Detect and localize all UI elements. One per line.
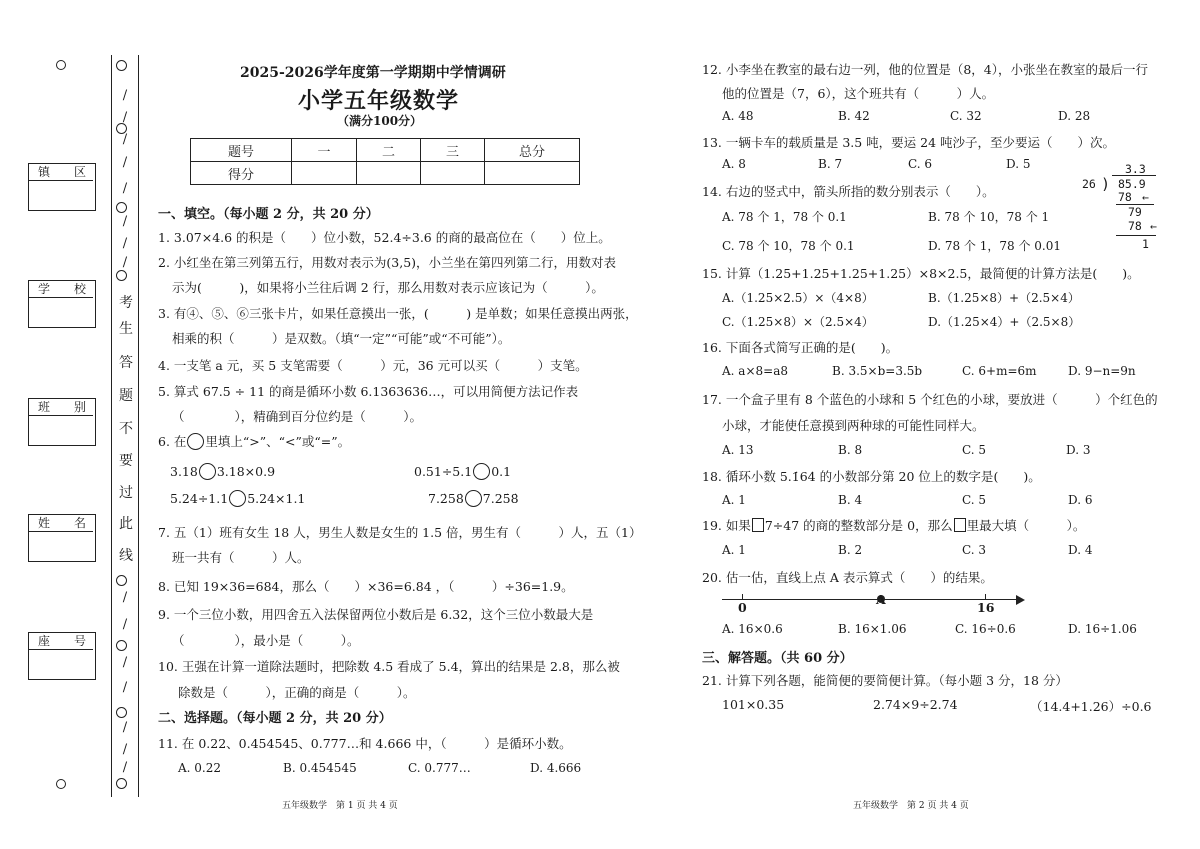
score-table xyxy=(190,138,580,185)
option[interactable]: D. 6 xyxy=(1068,493,1093,507)
option[interactable]: C. 32 xyxy=(950,109,982,123)
binding-slash: / xyxy=(122,181,128,196)
binding-slash: / xyxy=(122,720,128,735)
question-8: 8. 已知 19×36=684，那么（ ）×36=6.84 ，（ ）÷36=1.9。 xyxy=(158,579,574,594)
option[interactable]: B. 4 xyxy=(838,493,863,507)
answer-circle[interactable] xyxy=(229,490,246,507)
field-label: 学 校 xyxy=(29,281,93,298)
score-cell[interactable] xyxy=(292,162,357,185)
question-12-line2: 他的位置是（7，6），这个班共有（ ）人。 xyxy=(722,86,995,101)
binding-circle xyxy=(116,202,127,213)
question-9-line1: 9. 一个三位小数，用四舍五入法保留两位小数后是 6.32，这个三位小数最大是 xyxy=(158,607,594,622)
question-7-line2: 班一共有（ ）人。 xyxy=(172,550,310,565)
question-10-line1: 10. 王强在计算一道除法题时，把除数 4.5 看成了 5.4，算出的结果是 2.8，那么被 xyxy=(158,659,620,674)
question-5-line1: 5. 算式 67.5 ÷ 11 的商是循环小数 6.1363636…，可以用简便方法记作表 xyxy=(158,384,579,399)
binding-notice-char: 答 xyxy=(119,355,133,371)
page-footer: 五年级数学 第 1 页 共 4 页 xyxy=(282,801,398,811)
binding-slash: / xyxy=(122,110,128,125)
binding-slash: / xyxy=(122,88,128,103)
option[interactable]: C. 6 xyxy=(908,157,933,171)
binding-circle xyxy=(116,60,127,71)
page-footer: 五年级数学 第 2 页 共 4 页 xyxy=(853,801,969,811)
option[interactable]: D. 4.666 xyxy=(530,761,582,775)
option[interactable]: C. 3 xyxy=(962,543,987,557)
question-15: 15. 计算（1.25+1.25+1.25+1.25）×8×2.5，最简便的计算方法是( )。 xyxy=(702,266,1140,281)
number-line-arrow-icon xyxy=(1016,595,1025,605)
binding-slash: / xyxy=(122,132,128,147)
score-header: 三 xyxy=(421,139,485,162)
answer-circle[interactable] xyxy=(187,433,204,450)
option[interactable]: C. 16÷0.6 xyxy=(955,622,1016,636)
question-11: 11. 在 0.22、0.454545、0.777…和 4.666 中，（ ）是循环小数。 xyxy=(158,736,572,751)
binding-slash: / xyxy=(122,255,128,270)
score-cell[interactable] xyxy=(485,162,580,185)
question-18: 18. 循环小数 5.1̇64̇ 的小数部分第 20 位上的数字是( )。 xyxy=(702,469,1041,484)
option[interactable]: B. 78 个 10，78 个 1 xyxy=(928,210,1050,224)
field-label: 班 别 xyxy=(29,399,93,416)
field-town-district[interactable] xyxy=(28,163,96,211)
binding-circle xyxy=(116,707,127,718)
question-6 xyxy=(158,432,350,450)
answer-circle[interactable] xyxy=(199,463,216,480)
option[interactable]: C.（1.25×8）×（2.5×4） xyxy=(722,315,874,329)
question-17-line2: 小球，才能使任意摸到两种球的可能性同样大。 xyxy=(722,418,985,433)
ld-divisor: 26 xyxy=(1082,177,1096,191)
ld-step1: 78 xyxy=(1118,190,1132,204)
option[interactable]: C. 0.777… xyxy=(408,761,471,775)
section-1-heading: 一、填空。（每小题 2 分，共 20 分） xyxy=(158,207,379,222)
option[interactable]: A. a×8=a8 xyxy=(722,364,788,378)
binding-circle xyxy=(116,778,127,789)
score-header: 一 xyxy=(292,139,357,162)
answer-circle[interactable] xyxy=(465,490,482,507)
ld-quotient: 3.3 xyxy=(1125,162,1146,176)
field-seat-number[interactable] xyxy=(28,632,96,680)
binding-notice-char: 考 xyxy=(119,295,133,311)
option[interactable]: A. 13 xyxy=(722,443,754,457)
compare-item: 3.18 3.18×0.9 xyxy=(170,464,276,479)
field-class[interactable] xyxy=(28,398,96,446)
question-9-line2: （ ），最小是（ ）。 xyxy=(172,633,360,648)
option[interactable]: A. 1 xyxy=(722,493,746,507)
calc-item: （14.4+1.26）÷0.6 xyxy=(1030,699,1152,714)
calc-item: 101×0.35 xyxy=(722,697,785,712)
binding-hole xyxy=(56,60,66,70)
field-school[interactable] xyxy=(28,280,96,328)
binding-notice-char: 题 xyxy=(119,388,133,404)
binding-slash: / xyxy=(122,760,128,775)
question-13: 13. 一辆卡车的载质量是 3.5 吨，要运 24 吨沙子，至少要运（ ）次。 xyxy=(702,135,1116,150)
field-name[interactable] xyxy=(28,514,96,562)
binding-hole xyxy=(56,779,66,789)
binding-slash: / xyxy=(122,236,128,251)
compare-item: 0.51÷5.1 0.1 xyxy=(414,464,512,479)
question-6-suffix: 里填上“>”、“<”或“=”。 xyxy=(205,434,351,449)
question-2-line2: 示为( )，如果将小兰往后调 2 行，那么用数对表示应该记为（ ）。 xyxy=(172,280,604,295)
option[interactable]: D. 5 xyxy=(1006,157,1031,171)
question-12-line1: 12. 小李坐在教室的最右边一列，他的位置是（8，4），小张坐在教室的最后一行 xyxy=(702,62,1149,77)
question-10-line2: 除数是（ ），正确的商是（ ）。 xyxy=(178,685,416,700)
binding-slash: / xyxy=(122,214,128,229)
question-3-line1: 3. 有④、⑤、⑥三张卡片，如果任意摸出一张，( ) 是单数；如果任意摸出两张， xyxy=(158,306,638,321)
question-16: 16. 下面各式简写正确的是( )。 xyxy=(702,340,899,355)
question-17-line1: 17. 一个盒子里有 8 个蓝色的小球和 5 个红色的小球，要放进（ ）个红色的 xyxy=(702,392,1158,407)
option[interactable]: A. 8 xyxy=(722,157,746,171)
binding-slash: / xyxy=(122,617,128,632)
option[interactable]: B. 8 xyxy=(838,443,863,457)
question-21: 21. 计算下列各题，能简便的要简便计算。（每小题 3 分，18 分） xyxy=(702,673,1068,688)
number-line-axis xyxy=(722,599,1018,600)
binding-notice-char: 线 xyxy=(119,548,133,564)
ld-arrow-icon: ← xyxy=(1150,219,1157,233)
number-line-label: A xyxy=(876,592,886,607)
option[interactable]: D. 78 个 1，78 个 0.01 xyxy=(928,239,1061,253)
option[interactable]: B.（1.25×8）+（2.5×4） xyxy=(928,291,1080,305)
option[interactable]: D. 9−n=9n xyxy=(1068,364,1136,378)
score-row-label: 得分 xyxy=(191,162,292,185)
score-header: 二 xyxy=(357,139,421,162)
score-header: 总分 xyxy=(485,139,580,162)
option[interactable]: D. 16÷1.06 xyxy=(1068,622,1137,636)
binding-notice-char: 要 xyxy=(119,453,133,469)
option[interactable]: A. 0.22 xyxy=(178,761,222,775)
option[interactable]: D. 3 xyxy=(1066,443,1091,457)
answer-circle[interactable] xyxy=(473,463,490,480)
field-label: 姓 名 xyxy=(29,515,93,532)
option[interactable]: A. 78 个 1，78 个 0.1 xyxy=(722,210,847,224)
option[interactable]: C. 5 xyxy=(962,493,987,507)
binding-notice-char: 生 xyxy=(119,321,133,337)
ld-bracket: ) xyxy=(1101,175,1111,193)
option[interactable]: B. 0.454545 xyxy=(283,761,357,775)
question-5-line2: （ ），精确到百分位约是（ ）。 xyxy=(172,409,423,424)
option[interactable]: B. 42 xyxy=(838,109,870,123)
question-4: 4. 一支笔 a 元，买 5 支笔需要（ ）元，36 元可以买（ ）支笔。 xyxy=(158,358,588,373)
calc-item: 2.74×9÷2.74 xyxy=(873,697,958,712)
option[interactable]: B. 2 xyxy=(838,543,863,557)
ld-arrow-icon: ← xyxy=(1142,190,1149,204)
option[interactable]: B. 16×1.06 xyxy=(838,622,907,636)
question-6-prefix: 6. 在 xyxy=(158,434,187,449)
option[interactable]: A. 48 xyxy=(722,109,754,123)
option[interactable]: C. 78 个 10，78 个 0.1 xyxy=(722,239,855,253)
score-cell[interactable] xyxy=(357,162,421,185)
exam-full-score: （满分100分） xyxy=(337,114,423,128)
option[interactable]: B. 3.5×b=3.5b xyxy=(832,364,923,378)
option[interactable]: D. 28 xyxy=(1058,109,1091,123)
question-3-line2: 相乘的积（ ）是双数。（填“一定”“可能”或“不可能”）。 xyxy=(172,331,511,346)
score-cell[interactable] xyxy=(421,162,485,185)
compare-item: 7.2̇58̇ 7.25̇8̇ xyxy=(428,491,519,506)
binding-slash: / xyxy=(122,680,128,695)
ld-bar xyxy=(1112,175,1156,176)
answer-box[interactable] xyxy=(954,518,966,532)
binding-circle xyxy=(116,270,127,281)
number-line-label: 16 xyxy=(977,600,995,615)
option[interactable]: D. 4 xyxy=(1068,543,1093,557)
binding-notice-char: 不 xyxy=(119,421,133,437)
binding-slash: / xyxy=(122,590,128,605)
section-2-heading: 二、选择题。（每小题 2 分，共 20 分） xyxy=(158,711,392,726)
question-7-line1: 7. 五（1）班有女生 18 人，男生人数是女生的 1.5 倍，男生有（ ）人，五（1） xyxy=(158,525,642,540)
ld-remainder: 1 xyxy=(1142,237,1149,251)
ld-rule xyxy=(1116,235,1156,236)
option[interactable]: C. 5 xyxy=(962,443,987,457)
binding-notice-char: 过 xyxy=(119,485,133,501)
question-14: 14. 右边的竖式中，箭头所指的数分别表示（ ）。 xyxy=(702,184,995,199)
option[interactable]: D.（1.25×4）+（2.5×8） xyxy=(928,315,1081,329)
compare-item: 5.24÷1.1 5.24×1.1 xyxy=(170,491,306,506)
field-label: 座 号 xyxy=(29,633,93,650)
binding-slash: / xyxy=(122,655,128,670)
binding-notice-char: 此 xyxy=(119,516,133,532)
exam-title: 小学五年级数学 xyxy=(298,88,460,114)
ld-step3: 78 xyxy=(1128,219,1142,233)
number-line-label: 0 xyxy=(738,600,747,615)
option[interactable]: A. 1 xyxy=(722,543,746,557)
binding-slash: / xyxy=(122,742,128,757)
score-header: 题号 xyxy=(191,139,292,162)
option[interactable]: A.（1.25×2.5）×（4×8） xyxy=(722,291,874,305)
binding-slash: / xyxy=(122,155,128,170)
option[interactable]: C. 6+m=6m xyxy=(962,364,1037,378)
question-20: 20. 估一估，直线上点 A 表示算式（ ）的结果。 xyxy=(702,570,993,585)
binding-circle xyxy=(116,640,127,651)
binding-circle xyxy=(116,575,127,586)
exam-subtitle: 2025-2026学年度第一学期期中学情调研 xyxy=(240,65,506,81)
answer-box[interactable] xyxy=(752,518,764,532)
ld-dividend: 85.9 xyxy=(1118,177,1146,191)
section-3-heading: 三、解答题。（共 60 分） xyxy=(702,651,853,666)
question-19: 19. 如果 7÷47 的商的整数部分是 0，那么 里最大填（ ）。 xyxy=(702,518,1086,533)
option[interactable]: B. 7 xyxy=(818,157,843,171)
option[interactable]: A. 16×0.6 xyxy=(722,622,783,636)
question-1: 1. 3.07×4.6 的积是（ ）位小数，52.4÷3.6 的商的最高位在（ ）位上。 xyxy=(158,230,611,245)
question-2-line1: 2. 小红坐在第三列第五行，用数对表示为(3,5)，小兰坐在第四列第二行，用数对表 xyxy=(158,255,617,270)
ld-step2: 79 xyxy=(1128,205,1142,219)
field-label: 镇 区 xyxy=(29,164,93,181)
